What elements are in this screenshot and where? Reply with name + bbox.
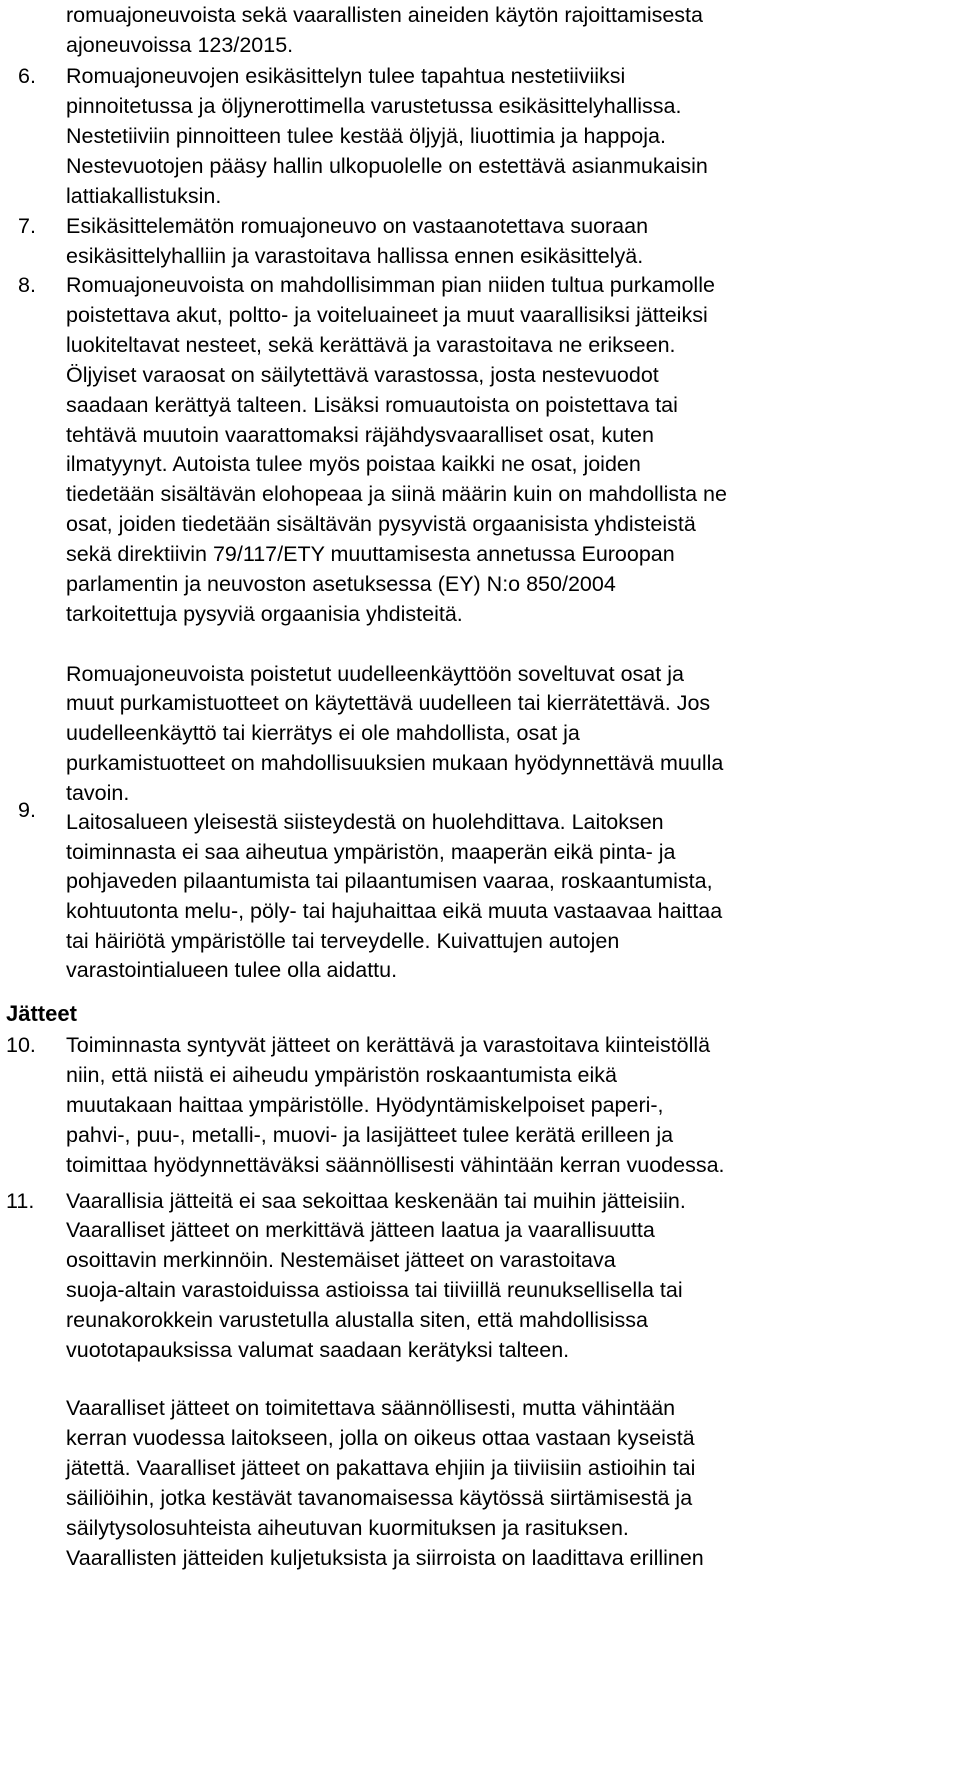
text-line: Vaaralliset jätteet on merkittävä jätteen laatua ja vaarallisuutta — [66, 1218, 655, 1242]
text-line: Vaarallisten jätteiden kuljetuksista ja siirroista on laadittava erillinen — [66, 1546, 704, 1570]
text-line: romuajoneuvoista sekä vaarallisten aineiden käytön rajoittamisesta — [66, 3, 703, 27]
text-line: jätettä. Vaaralliset jätteet on pakattava ehjiin ja tiiviisiin astioihin tai — [66, 1456, 696, 1480]
item-number: 8. — [18, 273, 36, 297]
text-line: saadaan kerättyä talteen. Lisäksi romuautoista on poistettava tai — [66, 393, 678, 417]
text-line: tehtävä muutoin vaarattomaksi räjähdysvaaralliset osat, kuten — [66, 423, 654, 447]
text-line: säilytysolosuhteista aiheutuvan kuormituksen ja rasituksen. — [66, 1516, 629, 1540]
text-line: pohjaveden pilaantumista tai pilaantumisen vaaraa, roskaantumista, — [66, 869, 713, 893]
text-line: luokiteltavat nesteet, sekä kerättävä ja varastoitava ne erikseen. — [66, 333, 676, 357]
text-line: Romuajoneuvoista on mahdollisimman pian niiden tultua purkamolle — [66, 273, 715, 297]
text-line: Nestevuotojen pääsy hallin ulkopuolelle on estettävä asianmukaisin — [66, 154, 708, 178]
item-number: 6. — [18, 64, 36, 88]
item-number: 7. — [18, 214, 36, 238]
text-line: niin, että niistä ei aiheudu ympäristön roskaantumista eikä — [66, 1063, 617, 1087]
text-line: kerran vuodessa laitokseen, jolla on oikeus ottaa vastaan kyseistä — [66, 1426, 695, 1450]
text-line: tarkoitettuja pysyviä orgaanisia yhdisteitä. — [66, 602, 463, 626]
text-line: muut purkamistuotteet on käytettävä uudelleen tai kierrätettävä. Jos — [66, 691, 711, 715]
section-heading: Jätteet — [6, 1001, 77, 1026]
text-line: osoittavin merkinnöin. Nestemäiset jätteet on varastoitava — [66, 1248, 616, 1272]
text-line: parlamentin ja neuvoston asetuksessa (EY) N:o 850/2004 — [66, 572, 616, 596]
text-line: Nestetiiviin pinnoitteen tulee kestää öljyjä, liuottimia ja happoja. — [66, 124, 666, 148]
text-line: pinnoitetussa ja öljynerottimella varustetussa esikäsittelyhallissa. — [66, 94, 682, 118]
text-line: Öljyiset varaosat on säilytettävä varastossa, josta nestevuodot — [66, 363, 659, 387]
text-line: tavoin. — [66, 781, 130, 805]
text-line: lattiakallistuksin. — [66, 184, 222, 208]
text-line: kohtuutonta melu-, pöly- tai hajuhaittaa eikä muuta vastaavaa haittaa — [66, 899, 723, 923]
text-line: Laitosalueen yleisestä siisteydestä on huolehdittava. Laitoksen — [66, 810, 664, 834]
text-line: Romuajoneuvojen esikäsittelyn tulee tapahtua nestetiiviiksi — [66, 64, 626, 88]
text-line: muutakaan haittaa ympäristölle. Hyödyntämiskelpoiset paperi-, — [66, 1093, 664, 1117]
text-line: Toiminnasta syntyvät jätteet on kerättävä ja varastoitava kiinteistöllä — [66, 1033, 711, 1057]
text-line: poistettava akut, poltto- ja voiteluaineet ja muut vaarallisiksi jätteiksi — [66, 303, 708, 327]
text-line: purkamistuotteet on mahdollisuuksien mukaan hyödynnettävä muulla — [66, 751, 724, 775]
text-line: Vaaralliset jätteet on toimitettava säännöllisesti, mutta vähintään — [66, 1396, 676, 1420]
text-line: sekä direktiivin 79/117/ETY muuttamisesta annetussa Euroopan — [66, 542, 675, 566]
item-number: 9. — [18, 798, 36, 822]
item-number: 11. — [6, 1189, 35, 1213]
text-line: Romuajoneuvoista poistetut uudelleenkäyttöön soveltuvat osat ja — [66, 662, 684, 686]
text-line: pahvi-, puu-, metalli-, muovi- ja lasijätteet tulee kerätä erilleen ja — [66, 1123, 674, 1147]
text-line: reunakorokkein varustetulla alustalla siten, että mahdollisissa — [66, 1308, 649, 1332]
item-number: 10. — [6, 1033, 36, 1057]
text-line: tai häiriötä ympäristölle tai terveydelle. Kuivattujen autojen — [66, 929, 620, 953]
text-line: osat, joiden tiedetään sisältävän pysyvistä orgaanisista yhdisteistä — [66, 512, 696, 536]
text-line: ilmatyynyt. Autoista tulee myös poistaa kaikki ne osat, joiden — [66, 452, 641, 476]
text-line: Vaarallisia jätteitä ei saa sekoittaa keskenään tai muihin jätteisiin. — [66, 1189, 686, 1213]
text-line: esikäsittelyhalliin ja varastoitava hallissa ennen esikäsittelyä. — [66, 244, 644, 268]
text-line: säiliöihin, jotka kestävät tavanomaisessa käytössä siirtämisestä ja — [66, 1486, 693, 1510]
text-line: suoja-altain varastoiduissa astioissa tai tiiviillä reunuksellisella tai — [66, 1278, 683, 1302]
text-line: toimittaa hyödynnettäväksi säännöllisesti vähintään kerran vuodessa. — [66, 1153, 725, 1177]
text-line: tiedetään sisältävän elohopeaa ja siinä määrin kuin on mahdollista ne — [66, 482, 727, 506]
text-line: uudelleenkäyttö tai kierrätys ei ole mahdollista, osat ja — [66, 721, 580, 745]
text-line: varastointialueen tulee olla aidattu. — [66, 958, 398, 982]
text-line: vuototapauksissa valumat saadaan kerätyksi talteen. — [66, 1338, 570, 1362]
text-line: Esikäsittelemätön romuajoneuvo on vastaanotettava suoraan — [66, 214, 649, 238]
text-line: toiminnasta ei saa aiheutua ympäristön, maaperän eikä pinta- ja — [66, 840, 676, 864]
text-line: ajoneuvoissa 123/2015. — [66, 33, 294, 57]
